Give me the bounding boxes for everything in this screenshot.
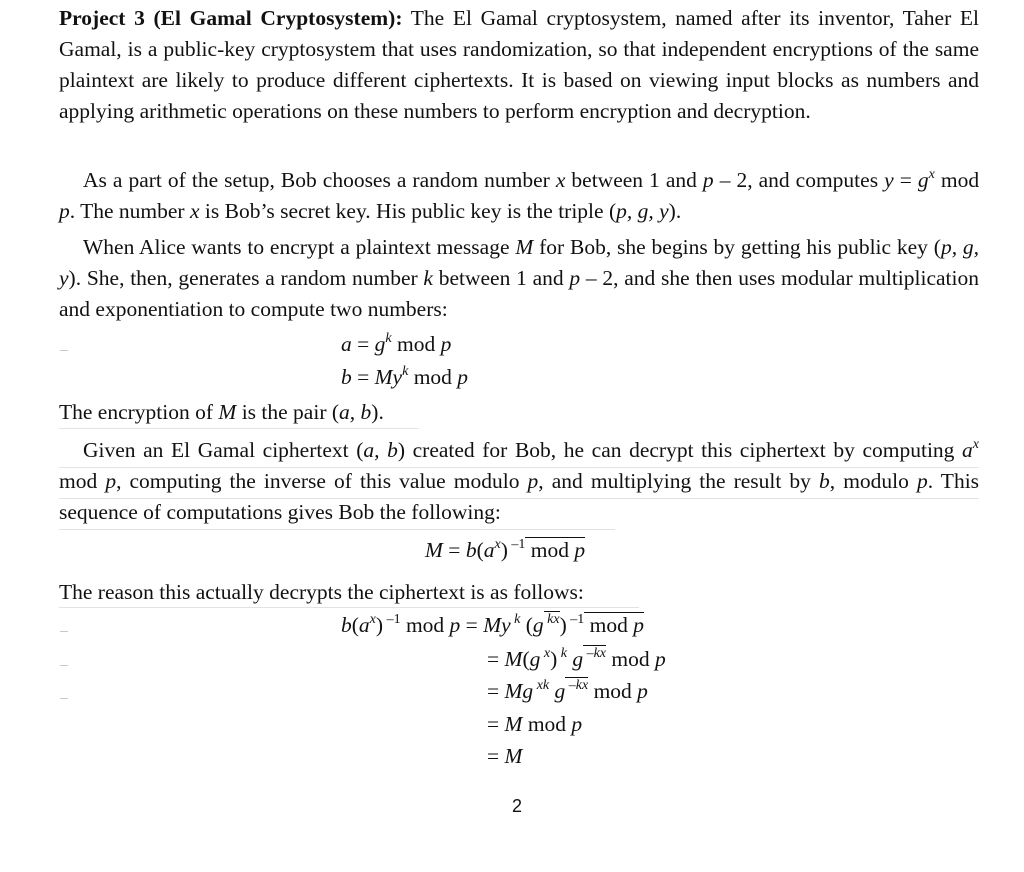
eq-lhs: M (425, 538, 443, 562)
sup-neg-kx: –kx (583, 646, 607, 661)
var-b: b (341, 613, 352, 637)
paren: ) (550, 647, 558, 671)
text-run: The encryption of (59, 400, 214, 424)
eq-p: p (574, 538, 586, 562)
reason-paragraph (59, 577, 979, 608)
eq-lhs: b (341, 365, 352, 389)
equation-b (341, 362, 468, 393)
paren: ) (500, 538, 508, 562)
eq-sign: = (487, 744, 505, 768)
eq-p: p (440, 332, 452, 356)
eq-sign: = (487, 679, 505, 703)
paren: ( (351, 613, 359, 637)
sup-x: x (972, 437, 980, 452)
var-b: b (819, 469, 830, 493)
text-run: ). (668, 199, 682, 223)
eq-mod: mod (522, 712, 572, 736)
derivation-line-1 (341, 610, 644, 641)
eq-mod: mod (400, 613, 450, 637)
sup-x: x (369, 612, 376, 627)
text-run: As a part of the setup, Bob chooses a random number (83, 168, 550, 192)
var-Mg: Mg (504, 679, 534, 703)
sup-kx: kx (543, 612, 560, 627)
var-p: p (917, 469, 928, 493)
eq-sign: = (351, 332, 375, 356)
sup-neg-kx: –kx (565, 678, 589, 693)
var-g: g (549, 679, 566, 703)
var-p: p (59, 199, 70, 223)
text-run: – 2, and she then uses modular multiplication and exponentiation to compute two numbers: (59, 266, 979, 321)
eq-sign: = (460, 613, 484, 637)
page-number: 2 (511, 796, 522, 816)
paren: ( (520, 613, 533, 637)
var-x: x (555, 168, 566, 192)
text-run: Given an El Gamal ciphertext ( (83, 438, 364, 462)
var-M: M (515, 235, 534, 259)
var-g: g (532, 613, 544, 637)
text-run: When Alice wants to encrypt a plaintext message (83, 235, 510, 259)
decrypt-paragraph (59, 435, 979, 528)
highlight-rule (59, 467, 979, 468)
text-run: mod (940, 168, 980, 192)
highlight-rule (59, 607, 639, 608)
mod-p-overlined (584, 612, 644, 637)
project-title: Project 3 (El Gamal Cryptosystem): (59, 6, 403, 30)
margin-tick (60, 698, 68, 699)
eq-p: p (655, 647, 666, 671)
highlight-rule (59, 529, 615, 530)
sup-inverse: –1 (383, 612, 401, 627)
text-run: mod (59, 469, 98, 493)
derivation-line-4 (487, 709, 582, 740)
margin-tick (60, 350, 68, 351)
var-My: My (483, 613, 511, 637)
setup-paragraph (59, 165, 979, 227)
var-y: y (884, 168, 894, 192)
text-run: , modulo (829, 469, 909, 493)
equation-a (341, 329, 451, 360)
eq-mod: mod (525, 538, 575, 562)
text-run: between 1 and (571, 168, 697, 192)
var-a: a (483, 538, 495, 562)
eq-p: p (637, 679, 648, 703)
var-M: M (504, 712, 523, 736)
text-run: ) created for Bob, he can decrypt this ciphertext by computing (397, 438, 955, 462)
var-a: a (358, 613, 370, 637)
sup-k: k (510, 612, 521, 627)
public-key-triple: p, g, y (616, 199, 669, 223)
eq-p: p (449, 613, 461, 637)
var-p: p (527, 469, 539, 493)
sup-inverse: –1 (507, 537, 526, 552)
var-M: M (504, 647, 523, 671)
var-a: a (962, 438, 973, 462)
public-key-triple: p, g, y (59, 235, 980, 290)
sup-k: k (557, 646, 567, 661)
var-g: g (917, 168, 929, 192)
sup-x: x (928, 167, 935, 182)
paren: ) (559, 613, 567, 637)
sup-inverse: –1 (566, 612, 585, 627)
var-p: p (105, 469, 117, 493)
eq-mod: mod (606, 647, 656, 671)
derivation-line-3 (487, 676, 648, 707)
text-run: The reason this actually decrypts the ciphertext is as follows: (59, 580, 584, 604)
text-run: between 1 and (438, 266, 564, 290)
eq-p: p (571, 712, 583, 736)
text-run: , computing the inverse of this value modulo (116, 469, 520, 493)
text-run: . This sequence of computations gives Bob the following: (59, 469, 980, 524)
eq-mod: mod (588, 679, 638, 703)
eq-sign: = (487, 712, 505, 736)
eq-sign: = (351, 365, 375, 389)
eq-sign: = (442, 538, 466, 562)
mod-p-overlined (525, 537, 585, 562)
text-run: for Bob, she begins by getting his public key ( (539, 235, 941, 259)
eq-exponent: k (402, 364, 409, 379)
encryption-pair-paragraph (59, 397, 979, 428)
var-x: x (189, 199, 200, 223)
text-run: , and multiplying the result by (538, 469, 811, 493)
eq-mod: mod (391, 332, 441, 356)
highlight-rule (59, 428, 419, 429)
derivation-line-2 (487, 644, 666, 675)
eq-base: g (374, 332, 386, 356)
eq-mod: mod (408, 365, 458, 389)
text-run: – 2, and computes (719, 168, 879, 192)
paren: ( (522, 647, 530, 671)
text-run: = (899, 168, 912, 192)
paren: ( (476, 538, 484, 562)
var-M: M (218, 400, 237, 424)
var-k: k (423, 266, 433, 290)
var-M: M (504, 744, 523, 768)
eq-mod: mod (584, 613, 634, 637)
eq-base: My (374, 365, 403, 389)
cipher-pair: a, b (363, 438, 398, 462)
margin-tick (60, 665, 68, 666)
cipher-pair: a, b (339, 400, 372, 424)
var-p: p (569, 266, 581, 290)
eq-sign: = (487, 647, 505, 671)
eq-exponent: k (385, 331, 392, 346)
equation-M (425, 535, 585, 566)
text-run: ). She, then, generates a random number (68, 266, 418, 290)
intro-text: The El Gamal cryptosystem, named after its inventor, Taher El Gamal, is a public-key cryptosystem that uses randomization, so that independent encryptions of the same plaintext are likely to produce different ciphertexts. It is based on viewing input blocks as numbers and applying arithmetic operations on these numbers to perform encryption and decryption. (59, 6, 979, 123)
sup-xk: xk (533, 678, 550, 693)
var-p: p (702, 168, 714, 192)
encrypt-paragraph (59, 232, 979, 325)
margin-tick (60, 631, 68, 632)
text-run: . The number (69, 199, 185, 223)
text-run: is the pair ( (241, 400, 340, 424)
eq-p: p (457, 365, 469, 389)
var-g: g (566, 647, 584, 671)
text-run: ). (371, 400, 384, 424)
intro-paragraph (59, 3, 979, 127)
eq-lhs: a (341, 332, 352, 356)
sup-x: x (494, 537, 501, 552)
highlight-rule (59, 498, 979, 499)
sup-x: x (540, 646, 551, 661)
eq-p: p (633, 613, 644, 637)
var-b: b (465, 538, 477, 562)
derivation-line-5 (487, 741, 522, 772)
text-run: is Bob’s secret key. His public key is the triple ( (204, 199, 617, 223)
paren: ) (375, 613, 384, 637)
var-g: g (529, 647, 541, 671)
